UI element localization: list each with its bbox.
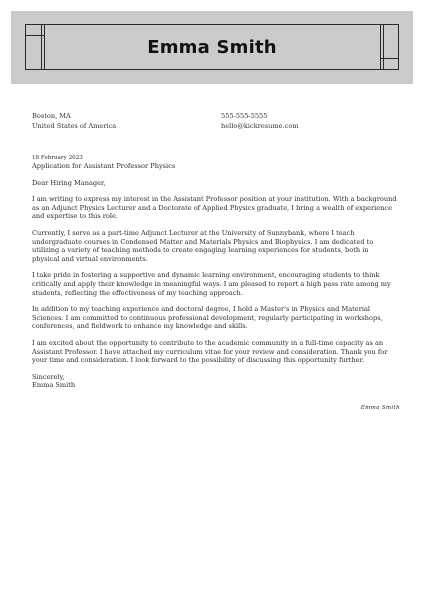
- contact-country: United States of America: [32, 121, 117, 130]
- handwritten-signature: Emma Smith: [360, 405, 400, 411]
- header-frame: [25, 24, 399, 70]
- contact-location: [32, 112, 116, 131]
- applicant-name: Emma Smith: [147, 37, 277, 58]
- letter-paragraph-5: I am excited about the opportunity to contribute to the academic community in a full-time capacity as an Assistant Professor. I have attached my curriculum vitae for your review and consideration. Thank you for your time and consideration. I look forward to the possibility of discussing this opportunity further.: [32, 338, 388, 365]
- contact-city: Boston, MA: [32, 112, 71, 120]
- contact-details: [221, 112, 299, 131]
- letter-date: 18 February 2023: [32, 155, 83, 161]
- contact-email: hello@kickresume.com: [221, 121, 299, 130]
- letter-sender-name: Emma Smith: [32, 381, 76, 390]
- letter-paragraph-4: In addition to my teaching experience and doctoral degree, I hold a Master's in Physics and Material Sciences. I am committed to continuous professional development, regularly participating in workshops, conferences, and fieldwork to enhance my knowledge and skills.: [32, 305, 383, 331]
- contact-phone: 555-555-5555: [221, 112, 268, 120]
- letter-closing: Sincerely,: [32, 372, 65, 381]
- letter-paragraph-1: I am writing to express my interest in the Assistant Professor position at your institution. With a background as an Adjunct Physics Lecturer and a Doctorate of Applied Physics graduate, I bring a wealth of experience and expertise to this role.: [32, 195, 397, 221]
- letter-body: [32, 154, 398, 390]
- letter-paragraph-2: Currently, I serve as a part-time Adjunct Lecturer at the University of Sunnybank, where I teach undergraduate courses in Condensed Matter and Materials Physics and Biophysics. I am dedicated to utilizing a variety of teaching methods to create engaging learning experiences for students, both in physical and virtual environments.: [32, 228, 374, 263]
- letter-greeting: Dear Hiring Manager,: [32, 178, 106, 187]
- letter-paragraph-3: I take pride in fostering a supportive and dynamic learning environment, encouraging students to think critically and apply their knowledge in meaningful ways. I am pleased to report a high pass rate among my students, reflecting the effectiveness of my teaching approach.: [32, 271, 391, 297]
- letter-subject: Application for Assistant Professor Physics: [32, 162, 176, 170]
